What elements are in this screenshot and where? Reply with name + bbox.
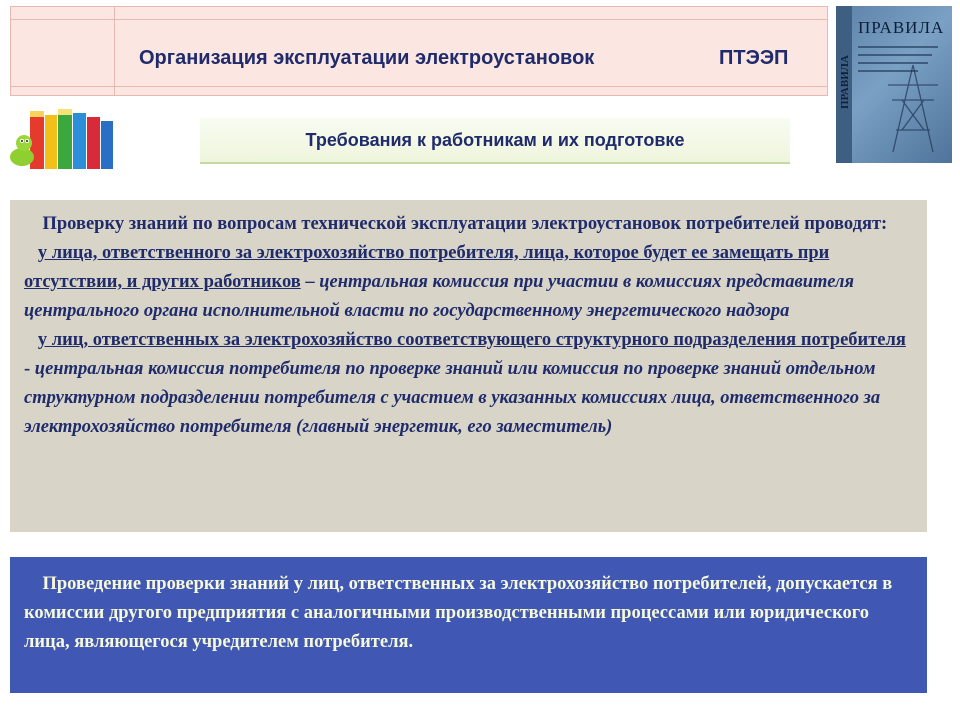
banner-top-rule — [11, 19, 827, 20]
section-heading-text: Требования к работникам и их подготовке — [305, 129, 685, 150]
item1-dash: – — [300, 272, 320, 292]
book-spine-title: ПРАВИЛА — [839, 55, 851, 109]
cover-text-line — [858, 54, 932, 56]
book-cover-title: ПРАВИЛА — [858, 18, 945, 37]
item1-commission: центральная комиссия при участии в комиссиях представителя центрального органа исполнительной власти по государственному энергетического надзора — [24, 272, 854, 321]
item2-subject: у лиц, ответственных за электрохозяйство соответствующего структурного подразделения потребителя — [37, 330, 906, 350]
books-icon — [8, 105, 120, 171]
cover-text-line — [858, 46, 938, 48]
document-code: ПТЭЭП — [719, 47, 789, 69]
banner-bottom-rule — [11, 86, 827, 87]
title-banner — [10, 6, 828, 96]
external-commission-panel — [10, 557, 927, 693]
section-heading — [200, 118, 790, 164]
item1-subject: у лица, ответственного за электрохозяйство потребителя, лица, которое будет ее замещать при отсутствии, и других работников — [24, 243, 830, 292]
external-commission-text — [24, 570, 913, 657]
rules-book-cover-image — [836, 6, 952, 163]
knowledge-check-panel — [10, 200, 927, 532]
power-tower-icon — [878, 60, 948, 155]
item2-commission: центральная комиссия потребителя по проверке знаний или комиссия по проверке знаний отдельном структурном подразделении потребителя с участием в указанных комиссиях лица, ответственного за электрохозяйство потребителя (главный энергетик, его заместитель) — [24, 359, 881, 437]
panel-paragraph — [24, 210, 913, 442]
panel-intro: Проверку знаний по вопросам технической эксплуатации электроустановок потребителей проводят: — [42, 214, 888, 234]
slide-title: Организация эксплуатации электроустановок — [139, 47, 595, 69]
external-commission-body: Проведение проверки знаний у лиц, ответственных за электрохозяйство потребителей, допускается в комиссии другого предприятия с аналогичными производственными процессами или юридического лица, являющегося учредителем потребителя. — [24, 574, 893, 652]
banner-divider — [114, 7, 115, 95]
item2-dash: - — [24, 359, 35, 379]
